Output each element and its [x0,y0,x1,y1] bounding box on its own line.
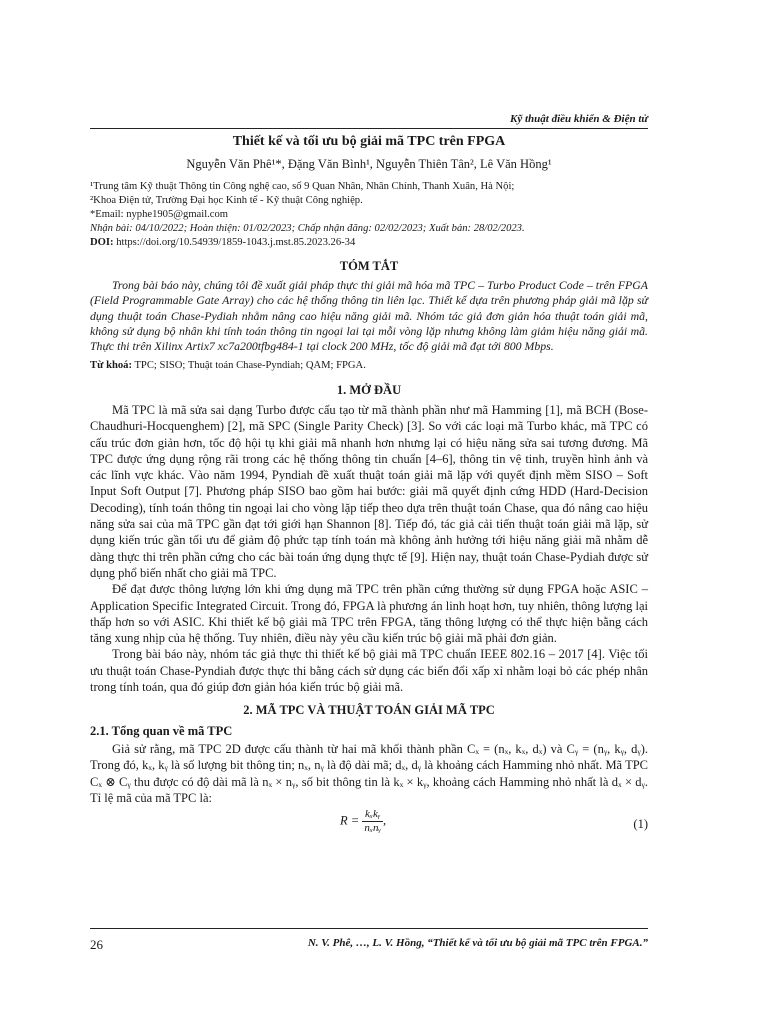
section-1-paragraph-2: Để đạt được thông lượng lớn khi ứng dụng mã TPC trên phần cứng thường sử dụng FPGA hoặc ASIC – Application Specific Integrated Circuit. Trong đó, FPGA là phương án linh hoạt hơn, tuy nhiên, thông lượng lại thấp hơn so với ASIC. Khi thiết kế bộ giải mã TPC trên FPGA, tăng thông lượng có thể thực hiện bằng cách tăng xung nhịp của hệ thống. Tuy nhiên, điều này yêu cầu kiến trúc bộ giải mã phải đơn giản. [90,582,648,646]
article-body [90,134,648,848]
equation-fraction [362,808,383,835]
doi-line [90,236,648,250]
footer-citation: N. V. Phê, …, L. V. Hồng, “Thiết kế và tối ưu bộ giải mã TPC trên FPGA.” [307,937,648,949]
doi-label: DOI: [90,237,114,249]
affiliation-2: ²Khoa Điện tử, Trường Đại học Kinh tế - Kỹ thuật Công nghiệp. [90,194,363,206]
equation-numerator: kₓkᵧ [362,808,383,822]
section-1-heading: 1. MỞ ĐẦU [336,382,402,397]
subsection-2-1-heading: 2.1. Tổng quan về mã TPC [90,723,233,738]
keywords-label: Từ khoá: [90,360,132,372]
author-email: *Email: nyphe1905@gmail.com [90,209,229,220]
article-dates: Nhận bài: 04/10/2022; Hoàn thiện: 01/02/2023; Chấp nhận đăng: 02/02/2023; Xuất bản: 28/02/2023. [90,223,525,235]
section-1-paragraph-3: Trong bài báo này, nhóm tác giả thực thi thiết kế bộ giải mã TPC chuẩn IEEE 802.16 – 2017 [4]. Việc tối ưu thuật toán Chase-Pyndiah được thực thi bằng cách sử dụng các biến đổi xấp xỉ nhằm loại bỏ các phép nhân trong tính toán, qua đó giúp đơn giản hóa kiến trúc bộ giải mã. [90,647,648,695]
affiliation-1: ¹Trung tâm Kỹ thuật Thông tin Công nghệ cao, số 9 Quan Nhân, Nhân Chính, Thanh Xuân, Hà Nội; [90,180,515,192]
page-number: 26 [90,937,103,952]
doi-link[interactable]: https://doi.org/10.54939/1859-1043.j.mst.85.2023.26-34 [116,237,356,249]
section-2-heading: 2. MÃ TPC VÀ THUẬT TOÁN GIẢI MÃ TPC [243,703,495,718]
header-divider [90,128,648,129]
running-header: Kỹ thuật điều khiển & Điện tử [510,113,648,125]
author-list: Nguyễn Văn Phê¹*, Đặng Văn Bình¹, Nguyễn Thiên Tân², Lê Văn Hồng¹ [186,157,552,172]
equation-lhs: R = [340,813,360,828]
abstract-text: Trong bài báo này, chúng tôi đề xuất giải pháp thực thi giải mã hóa mã TPC – Turbo Product Code – trên FPGA (Field Programmable Gate Array) cho các hệ thống thông tin liên lạc. Thiết kế dựa trên phương pháp giải mã lặp sử dụng thuật toán Chase-Pydiah nhằm nâng cao hiệu năng giải mã. Nhóm tác giả đơn giản hóa thuật toán giải mã, không sử dụng bộ nhân khi tính toán thông tin ngoại lai tại mỗi vòng lặp nhưng không làm giảm hiệu năng giải mã. Thực thi trên Xilinx Artix7 xc7a200tfbg484-1 tại clock 200 MHz, tốc độ giải mã đạt tới 800 Mbps. [90,277,648,354]
article-title: Thiết kế và tối ưu bộ giải mã TPC trên FPGA [232,134,506,149]
footer-divider [90,928,648,929]
keywords-line [90,358,648,374]
equation-tail: , [383,813,387,828]
equation-body [340,808,386,835]
abstract-heading: TÓM TẮT [339,258,399,273]
section-2-paragraph-1: Giả sử rằng, mã TPC 2D được cấu thành từ hai mã khối thành phần Cₓ = (nₓ, kₓ, dₓ) và Cᵧ = (nᵧ, kᵧ, dᵧ). Trong đó, kₓ, kᵧ là số lượng bit thông tin; nₓ, nᵧ là độ dài mã; dₓ, dᵧ là khoảng cách Hamming nhỏ nhất. Mã TPC Cₓ ⊗ Cᵧ thu được có độ dài mã là nₓ × nᵧ, số bit thông tin là kₓ × kᵧ, khoảng cách Hamming nhỏ nhất là dₓ × dᵧ. Tỉ lệ mã của mã TPC là: [90,741,648,805]
keywords-list: TPC; SISO; Thuật toán Chase-Pyndiah; QAM; FPGA. [134,360,366,372]
equation-denominator: nₓnᵧ [364,822,381,835]
section-1-paragraph-1: Mã TPC là mã sửa sai dạng Turbo được cấu tạo từ mã thành phần như mã Hamming [1], mã BCH (Bose-Chaudhuri-Hocquenghem) [2], mã SPC (Single Parity Check) [3]. So với các loại mã Turbo khác, mã TPC có cấu trúc đơn giản hơn, tốc độ hội tụ khi giải mã nhanh hơn nhưng lại có hiệu năng sửa sai tương đương. Mã TPC được ứng dụng rộng rãi trong các hệ thống thông tin chuẩn [4–6], thông tin vệ tinh, truyền hình ảnh và các lĩnh vực khác. Vào năm 1994, Pyndiah đề xuất thuật toán giải mã lặp với quyết định mềm SISO – Soft Input Soft Output [7]. Phương pháp SISO bao gồm hai bước: giải mã quyết định cứng HDD (Hard-Decision Decoding), tính toán thông tin ngoại lai cho vòng lặp tiếp theo dựa trên thuật toán Chase, qua đó nâng cao hiệu năng sửa sai của mã TPC gần đạt tới giới hạn Shannon [8]. Tiếp đó, tác giả cải tiến thuật toán giải mã lặp, sử dụng kiến trúc gần tối ưu để giảm độ phức tạp tính toán mà không ảnh hưởng tới hiệu năng giải mã nhằm dễ dàng thực thi trên phần cứng cho các bài toán ứng dụng thực tế [9]. Hiện nay, thuật toán Chase-Pydiah được sử dụng phổ biến nhất cho giải mã TPC. [90,402,648,580]
equation-1 [90,806,648,848]
equation-number: (1) [633,817,648,832]
